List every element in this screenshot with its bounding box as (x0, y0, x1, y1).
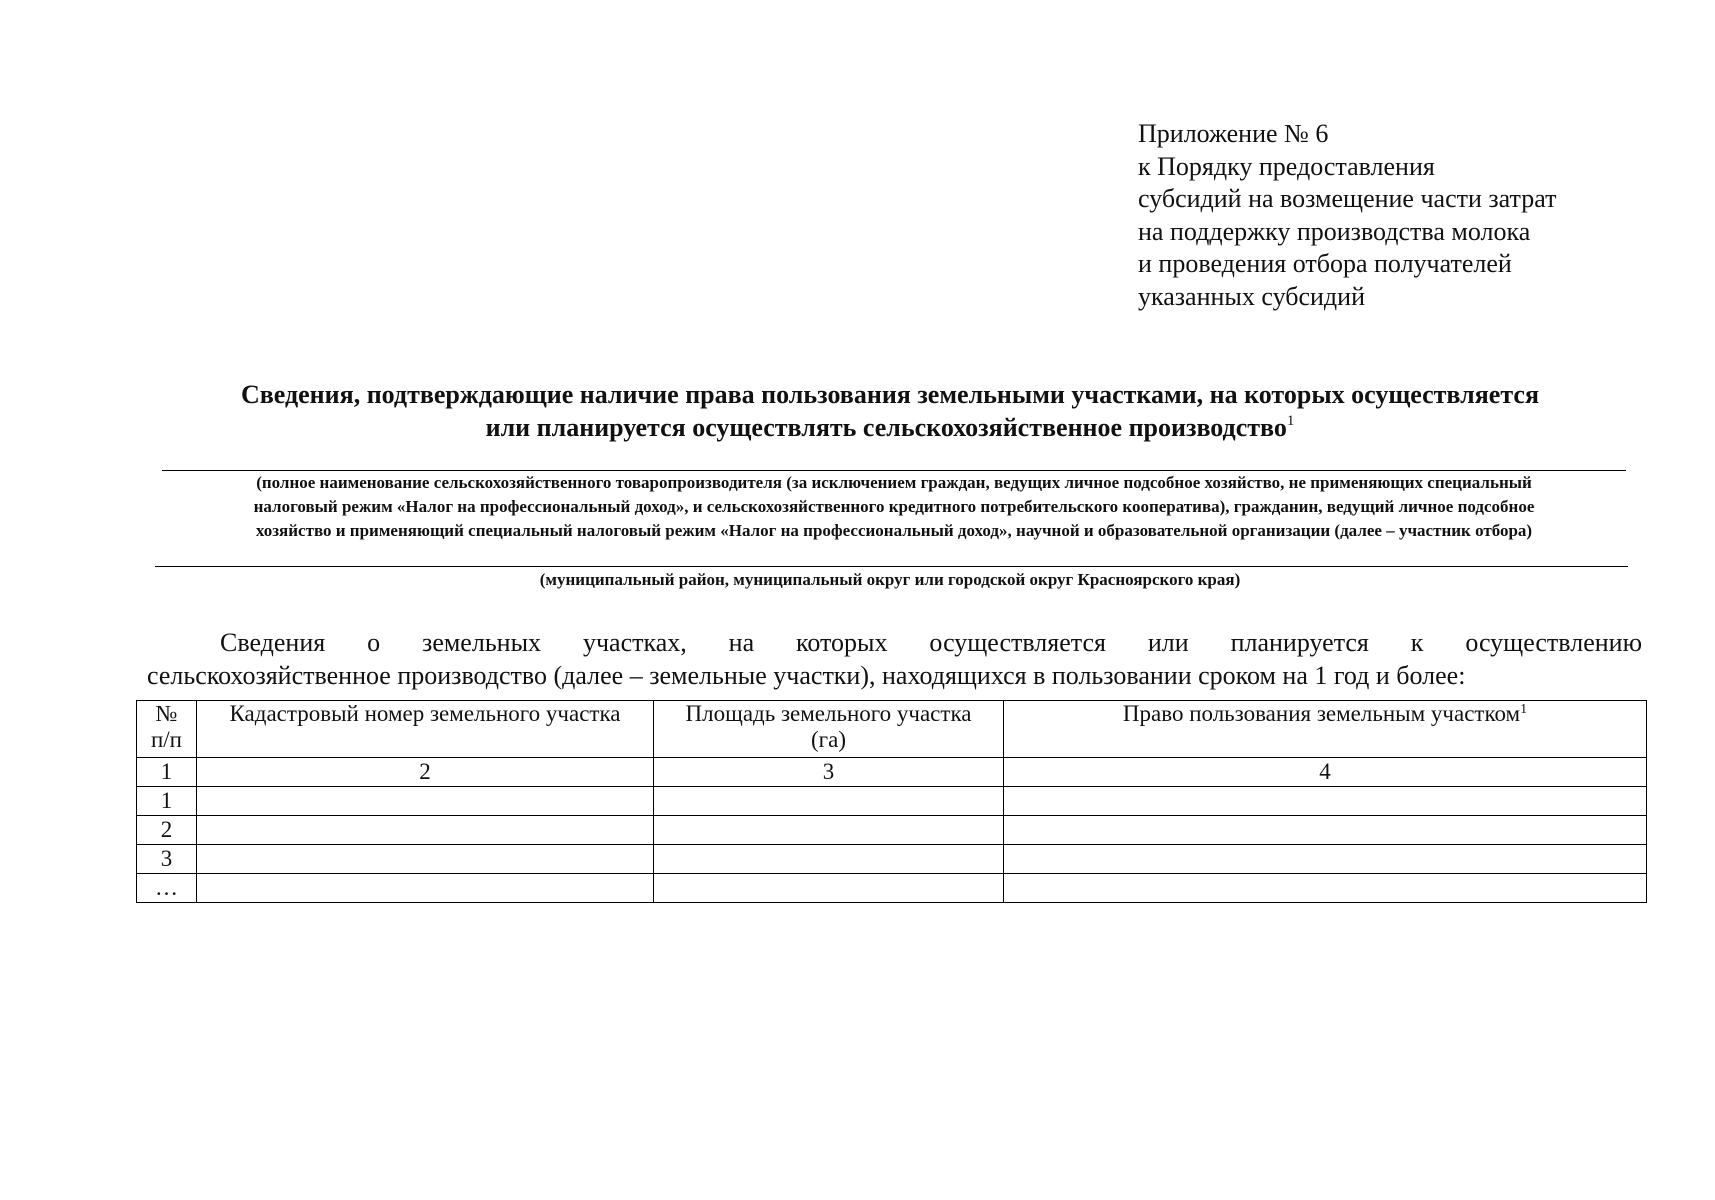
column-number-cell: 3 (654, 758, 1004, 787)
area-cell (654, 787, 1004, 816)
header-right-of-use: Право пользования земельным участком$^1$ (1004, 701, 1647, 758)
appendix-line: и проведения отбора получателей (1138, 249, 1512, 278)
municipality-caption: (муниципальный район, муниципальный округ или городской округ Красноярского края) (539, 570, 1241, 589)
participant-caption (150, 471, 1638, 543)
area-cell (654, 845, 1004, 874)
participant-caption-line: налоговый режим «Налог на профессиональный доход», и сельскохозяйственного кредитного потребительского кооператива), гражданин, ведущий личное подсобное (253, 497, 1535, 516)
right-of-use-cell (1004, 816, 1647, 845)
right-of-use-cell (1004, 845, 1647, 874)
document-title (150, 378, 1630, 444)
municipality-fill-line (155, 566, 1628, 567)
title-line-2-text: или планируется осуществлять сельскохозяйственное производство (485, 413, 1287, 442)
column-number-row (137, 758, 1647, 787)
area-cell (654, 816, 1004, 845)
land-plots-table (136, 700, 1647, 903)
title-footnote-mark: 1 (1286, 413, 1295, 429)
header-footnote-mark: 1 (1520, 702, 1528, 717)
row-number-cell: … (137, 874, 197, 903)
cadastral-cell (197, 787, 654, 816)
header-cadastral-number: Кадастровый номер земельного участка (197, 701, 654, 758)
header-number: № п/п (137, 701, 197, 758)
cadastral-cell (197, 874, 654, 903)
header-area: Площадь земельного участка (га) (654, 701, 1004, 758)
intro-line-1: Сведения о земельных участках, на которых осуществляется или планируется к осуществлению (220, 628, 1642, 657)
row-number-cell: 1 (137, 787, 197, 816)
table-row (137, 874, 1647, 903)
cadastral-cell (197, 816, 654, 845)
table-header-row (137, 701, 1647, 758)
row-number-cell: 2 (137, 816, 197, 845)
title-line-2 (150, 411, 1630, 444)
appendix-line: к Порядку предоставления (1138, 151, 1435, 181)
intro-line-2: сельскохозяйственное производство (далее – земельные участки), находящихся в пользовании сроком на 1 год и более: (147, 661, 1466, 690)
intro-paragraph (147, 626, 1642, 692)
table-row (137, 787, 1647, 816)
participant-caption-line: (полное наименование сельскохозяйственного товаропроизводителя (за исключением граждан, ведущих личное подсобное хозяйство, не применяющих специальный (256, 473, 1532, 492)
appendix-header (1138, 118, 1658, 313)
table-row (137, 816, 1647, 845)
right-of-use-cell (1004, 874, 1647, 903)
right-of-use-cell (1004, 787, 1647, 816)
appendix-line: на поддержку производства молока (1138, 216, 1531, 246)
column-number-cell: 1 (137, 758, 197, 787)
appendix-line: указанных субсидий (1138, 281, 1365, 311)
row-number-cell: 3 (137, 845, 197, 874)
column-number-cell: 2 (197, 758, 654, 787)
cadastral-cell (197, 845, 654, 874)
appendix-line: субсидий на возмещение части затрат (1138, 184, 1557, 213)
area-cell (654, 874, 1004, 903)
table-row (137, 845, 1647, 874)
participant-caption-line: хозяйство и применяющий специальный налоговый режим «Налог на профессиональный доход», научной и образовательной организации (далее – участник отбора) (255, 521, 1533, 540)
title-line-1: Сведения, подтверждающие наличие права пользования земельными участками, на которых осуществляется (240, 380, 1540, 409)
column-number-cell: 4 (1004, 758, 1647, 787)
appendix-line: Приложение № 6 (1138, 119, 1329, 148)
